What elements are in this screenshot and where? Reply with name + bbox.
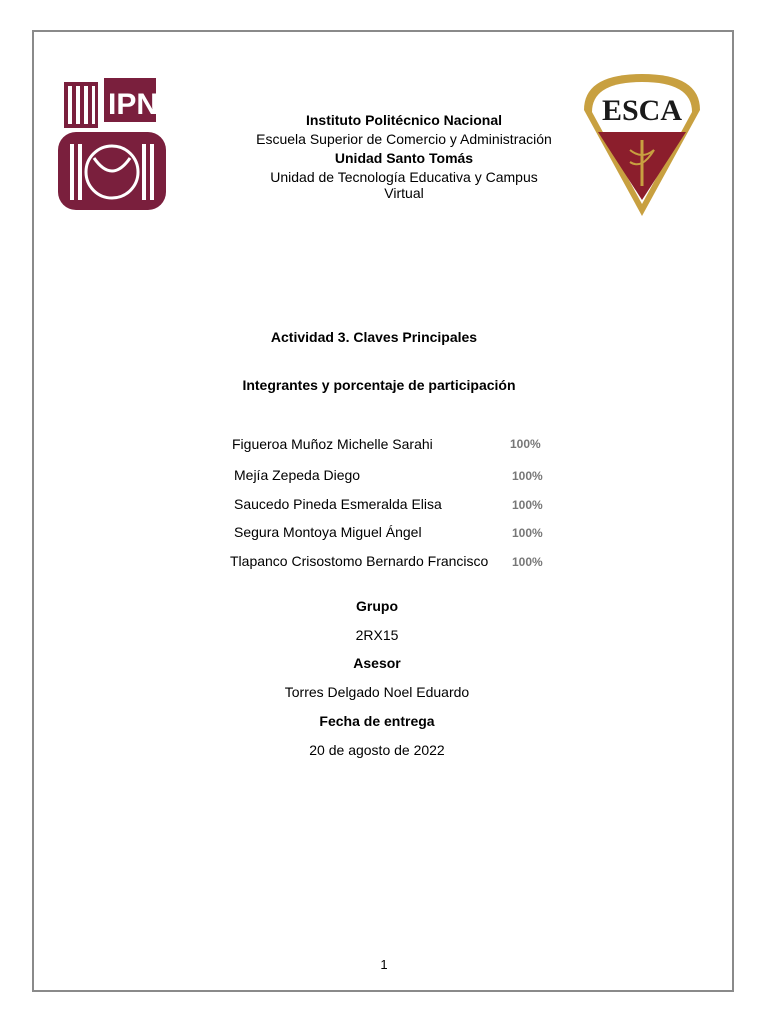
advisor-value: Torres Delgado Noel Eduardo	[284, 684, 470, 700]
member-pct-2: 100%	[512, 469, 543, 483]
page-number: 1	[380, 957, 388, 972]
member-name-1: Figueroa Muñoz Michelle Sarahi	[232, 436, 433, 452]
member-pct-1: 100%	[510, 437, 541, 451]
member-name-5: Tlapanco Crisostomo Bernardo Francisco	[230, 553, 489, 569]
member-name-3: Saucedo Pineda Esmeralda Elisa	[234, 496, 442, 512]
date-value: 20 de agosto de 2022	[309, 742, 445, 758]
svg-text:ESCA: ESCA	[601, 94, 683, 127]
svg-text:IPN: IPN	[108, 88, 159, 121]
date-label: Fecha de entrega	[319, 713, 435, 729]
esca-logo	[578, 70, 706, 220]
member-name-4: Segura Montoya Miguel Ángel	[234, 524, 422, 540]
member-name-2: Mejía Zepeda Diego	[234, 467, 361, 483]
group-label: Grupo	[356, 598, 398, 614]
members-heading: Integrantes y porcentaje de participación	[242, 377, 516, 393]
activity-title: Actividad 3. Claves Principales	[270, 329, 478, 345]
institute-name: Instituto Politécnico Nacional	[305, 112, 503, 128]
member-pct-4: 100%	[512, 526, 543, 540]
ipn-logo	[54, 74, 170, 214]
group-value: 2RX15	[355, 627, 399, 643]
member-pct-3: 100%	[512, 498, 543, 512]
unit-name: Unidad Santo Tomás	[334, 150, 474, 166]
department-name: Unidad de Tecnología Educativa y Campus Virtual	[270, 169, 538, 201]
advisor-label: Asesor	[353, 655, 401, 671]
school-name: Escuela Superior de Comercio y Administración	[256, 131, 552, 147]
member-pct-5: 100%	[512, 555, 543, 569]
document-page	[32, 30, 734, 992]
